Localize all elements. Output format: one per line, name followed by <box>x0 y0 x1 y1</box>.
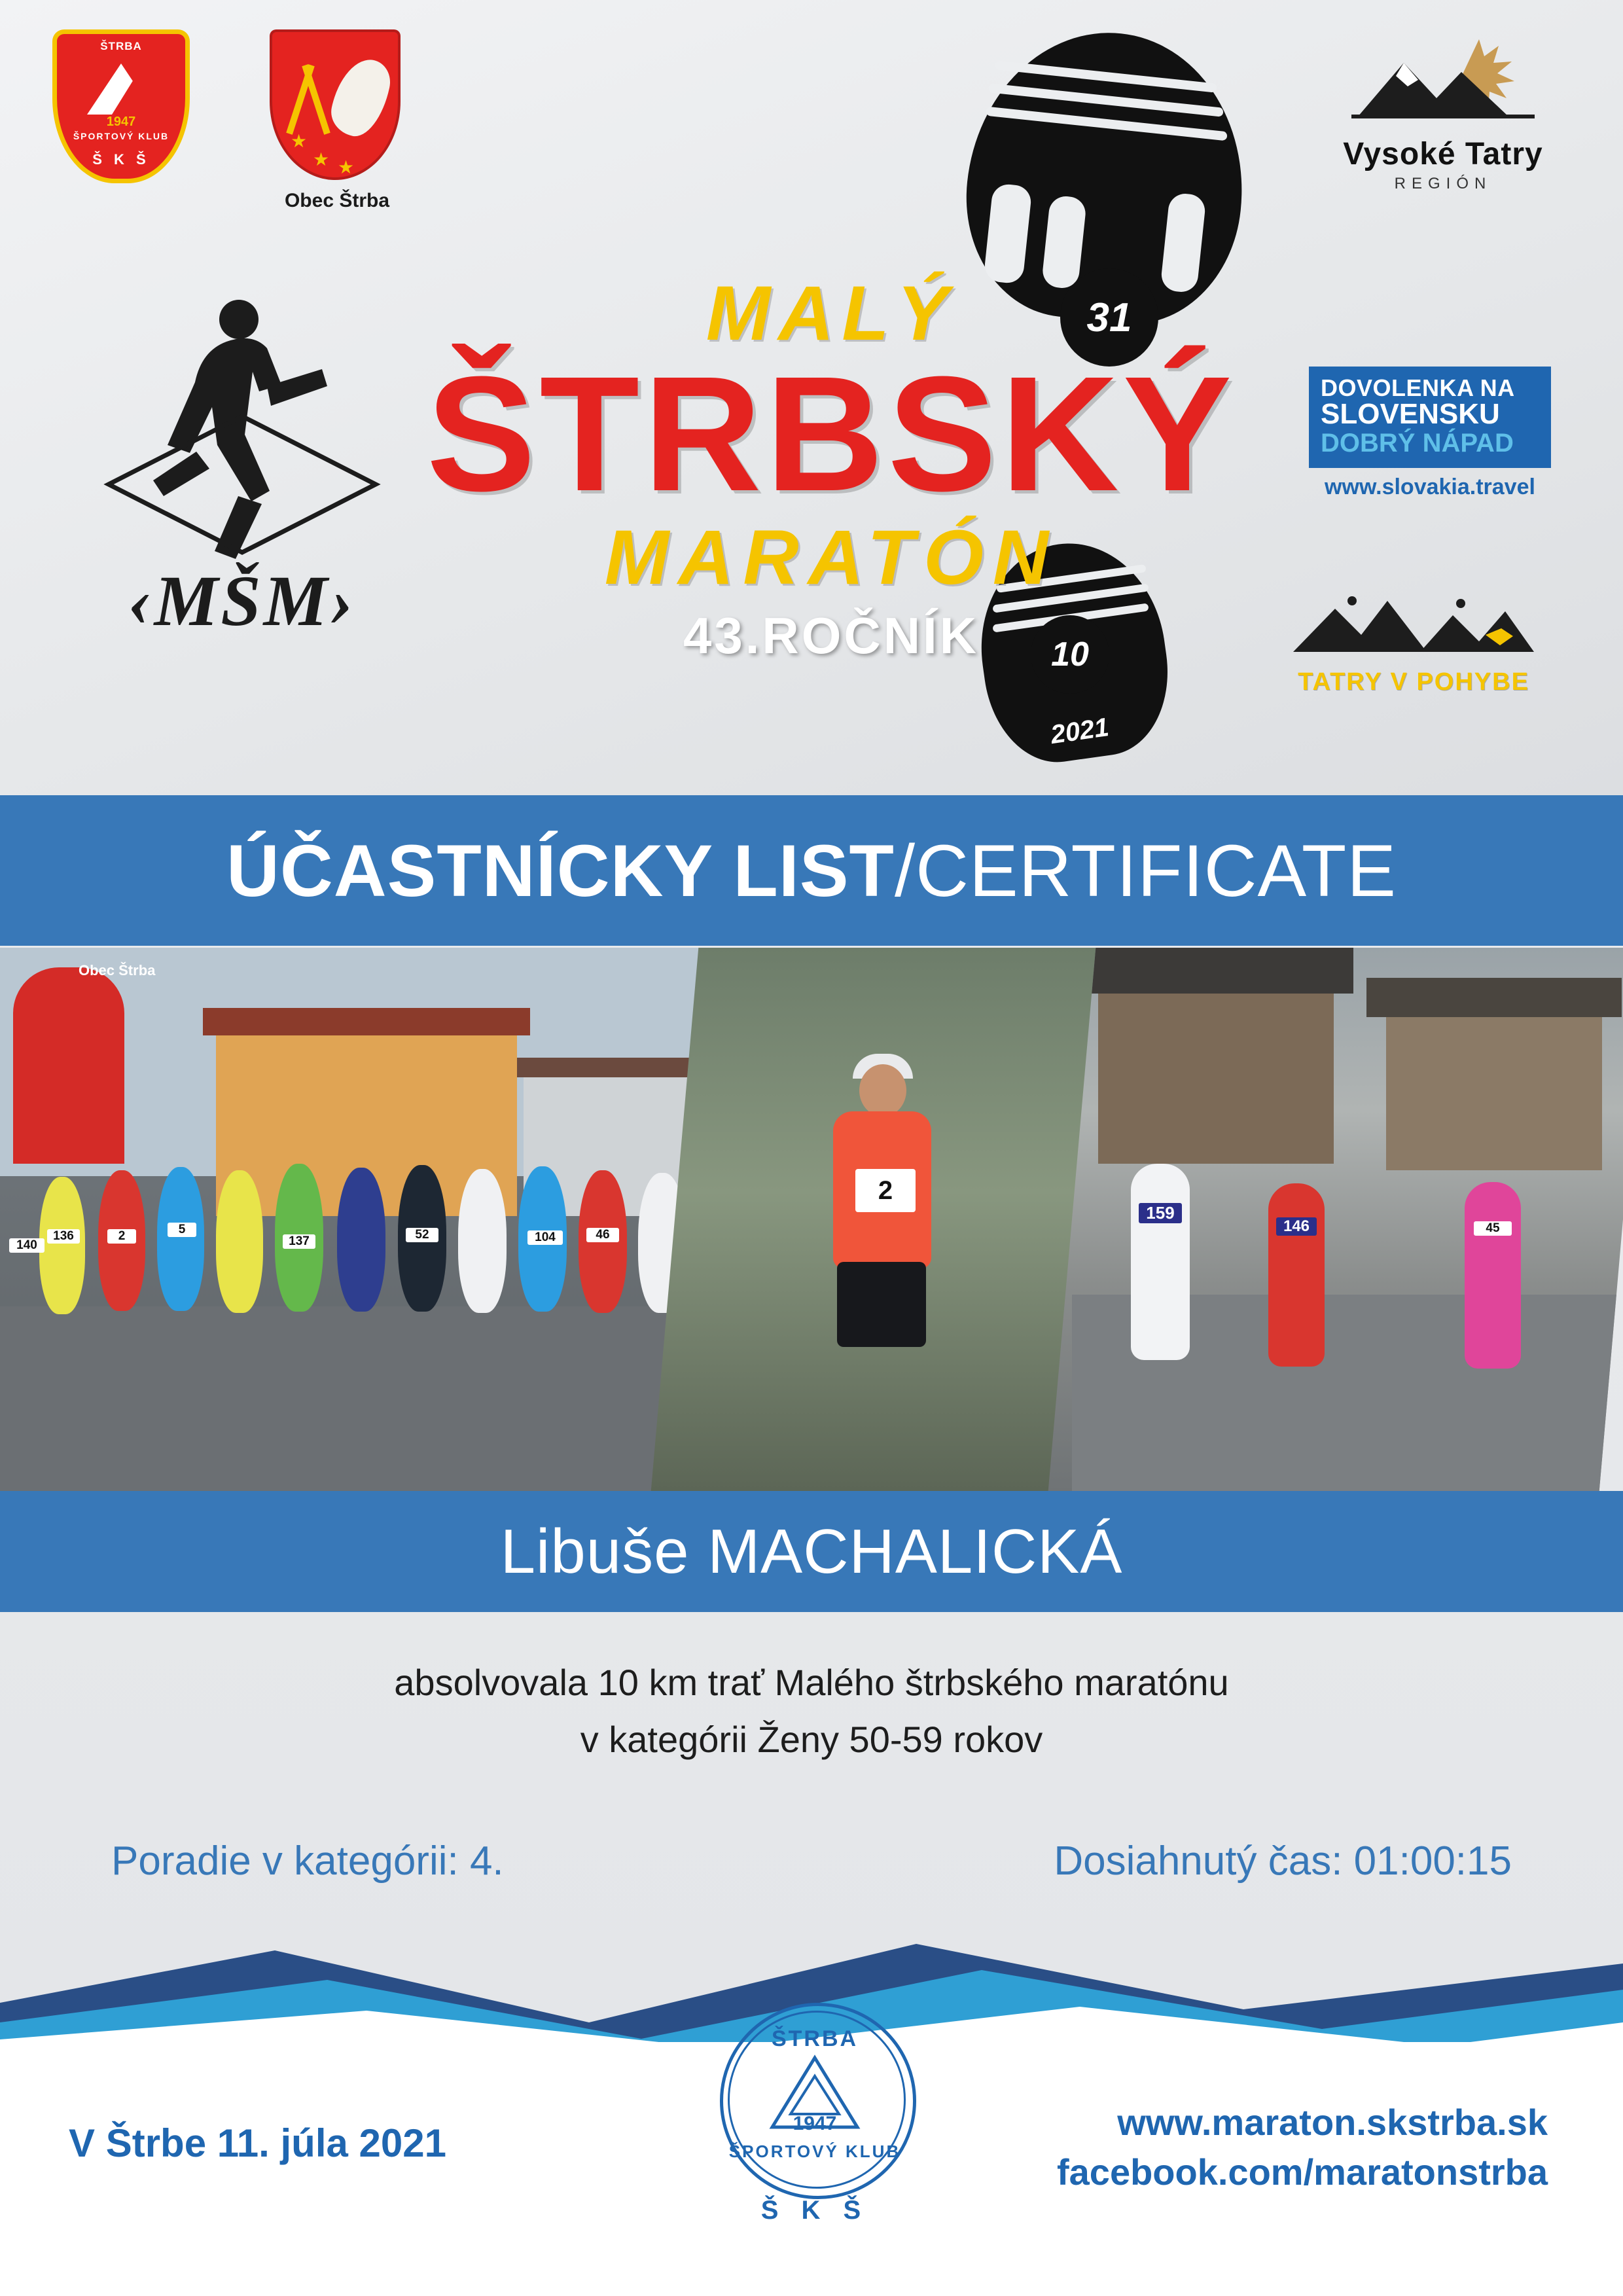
club-logo-top-text: ŠTRBA <box>100 40 142 52</box>
certificate-title-separator: / <box>894 829 916 912</box>
result-stats <box>0 1838 1623 1884</box>
photo3-roof-1 <box>1079 948 1353 994</box>
photo1-bib: 136 <box>47 1229 80 1244</box>
photo3-bib: 146 <box>1276 1217 1317 1236</box>
banner-url[interactable]: www.slovakia.travel <box>1325 475 1535 500</box>
star-icon-3: ★ <box>338 157 355 177</box>
star-icon-1: ★ <box>291 131 308 151</box>
club-logo-initials: Š K Š <box>92 151 150 168</box>
category-rank: Poradie v kategórii: 4. <box>111 1839 504 1884</box>
participant-name-bar <box>0 1491 1623 1612</box>
msm-logo-text: ‹MŠM› <box>127 561 357 641</box>
photo1-bib: 52 <box>406 1228 438 1242</box>
photo3-runner-2 <box>1268 1183 1325 1367</box>
certificate-body <box>0 1617 1623 1884</box>
photo1-road <box>0 1306 701 1491</box>
footer-logo-initials: Š K Š <box>760 2196 869 2225</box>
photo2-bib: 2 <box>855 1169 916 1212</box>
footer-links <box>1057 2098 1548 2197</box>
photo1-roof-2 <box>517 1058 701 1077</box>
photo1-bib: 2 <box>107 1229 136 1244</box>
certificate-title-sk: ÚČASTNÍCKY LIST <box>226 829 895 912</box>
website-link[interactable]: www.maraton.skstrba.sk <box>1117 2102 1548 2143</box>
star-icon-2: ★ <box>313 149 330 170</box>
photo3-runner-1 <box>1131 1164 1190 1360</box>
sports-club-logo <box>52 29 190 196</box>
footer-logo-top-text: ŠTRBA <box>771 2026 859 2051</box>
photo1-banner-text: Obec Štrba <box>79 962 156 978</box>
participant-name: Libuše MACHALICKÁ <box>500 1516 1123 1587</box>
tatry-logo-sub: REGIÓN <box>1394 175 1492 192</box>
header-section <box>0 0 1623 795</box>
distance-badge-31: 31 <box>1060 268 1158 367</box>
photo3-bib: 45 <box>1474 1221 1512 1236</box>
footer-logo-year: 1947 <box>793 2113 837 2134</box>
footer-club-logo <box>694 2003 936 2265</box>
photo1-start-arch <box>13 967 124 1164</box>
photo3-house-2 <box>1386 1007 1602 1170</box>
photo1-runner <box>337 1168 385 1312</box>
photo1-bib: 5 <box>168 1223 196 1237</box>
banner-line-3: DOBRÝ NÁPAD <box>1321 429 1514 458</box>
runner-icon <box>98 288 386 569</box>
certificate-title-bar <box>0 795 1623 946</box>
photo2-inner <box>675 948 1092 1491</box>
photo1-runner <box>216 1170 263 1313</box>
photo3-bib: 159 <box>1139 1203 1182 1223</box>
tatry-logo-name: Vysoké Tatry <box>1343 137 1543 171</box>
issue-date: V Štrbe 11. júla 2021 <box>69 2121 447 2165</box>
msm-logo <box>98 288 386 707</box>
photo3-inner <box>1072 948 1623 1491</box>
photo2-runner-figure <box>799 1026 963 1432</box>
photo-single-runner <box>651 948 1115 1491</box>
tool-icon-2 <box>302 64 330 135</box>
photo3-roof-2 <box>1366 978 1622 1017</box>
municipality-logo <box>262 29 412 226</box>
photo1-runner <box>157 1167 204 1311</box>
tatry-mountain-sun-icon <box>1345 33 1541 131</box>
photo3-runner-3 <box>1465 1182 1521 1369</box>
photo1-runner <box>39 1177 85 1314</box>
photo2-shorts <box>837 1262 926 1347</box>
title-line-rocnik: 43.ROČNÍK <box>683 606 980 664</box>
photo1-bib: 104 <box>527 1230 563 1245</box>
photo1-bib: 137 <box>283 1234 315 1249</box>
municipality-caption: Obec Štrba <box>284 190 390 211</box>
footer-logo-arc-text: ŠPORTOVÝ KLUB <box>728 2142 901 2161</box>
photo3-house-1 <box>1098 974 1334 1164</box>
photo-start-line <box>0 948 701 1491</box>
photo-strip <box>0 948 1623 1491</box>
description-line-2: v kategórii Ženy 50-59 rokov <box>580 1719 1043 1761</box>
description-line-1: absolvovala 10 km trať Malého štrbského maratónu <box>394 1662 1229 1703</box>
mountain-silhouette-icon <box>1289 589 1538 661</box>
slovakia-travel-banner[interactable] <box>1309 367 1551 500</box>
tatry-v-pohybe-logo <box>1283 589 1544 696</box>
banner-box <box>1309 367 1551 468</box>
banner-line-1: DOVOLENKA NA <box>1321 374 1515 401</box>
event-title-block <box>419 270 1243 666</box>
mountain-inner-icon <box>112 77 159 115</box>
photo1-roof-1 <box>203 1008 530 1035</box>
title-line-maraton: MARATÓN <box>604 514 1058 601</box>
photo-village-runners <box>1048 948 1623 1491</box>
photo2-head <box>859 1064 906 1117</box>
finish-time: Dosiahnutý čas: 01:00:15 <box>1054 1839 1512 1884</box>
title-line-strbsky: ŠTRBSKÝ <box>426 342 1236 525</box>
vysoke-tatry-logo <box>1332 33 1554 229</box>
club-logo-year: 1947 <box>106 115 136 129</box>
photo1-bib: 46 <box>586 1228 619 1242</box>
facebook-link[interactable]: facebook.com/maratonstrba <box>1057 2151 1548 2193</box>
photo1-runner <box>458 1169 507 1313</box>
certificate-title-en: CERTIFICATE <box>916 829 1397 912</box>
distance-badge-10: 10 <box>1031 615 1109 694</box>
horn-icon <box>327 54 394 141</box>
club-logo-arc-text: ŠPORTOVÝ KLUB <box>73 131 169 141</box>
banner-line-2: SLOVENSKU <box>1321 398 1500 431</box>
event-year: 2021 <box>1048 713 1111 749</box>
photo1-bib: 140 <box>9 1238 45 1253</box>
title-line-maly: MALÝ <box>705 270 957 357</box>
coat-of-arms-icon <box>270 29 401 180</box>
tatry-v-pohybe-text: TATRY V POHYBE <box>1298 668 1529 696</box>
